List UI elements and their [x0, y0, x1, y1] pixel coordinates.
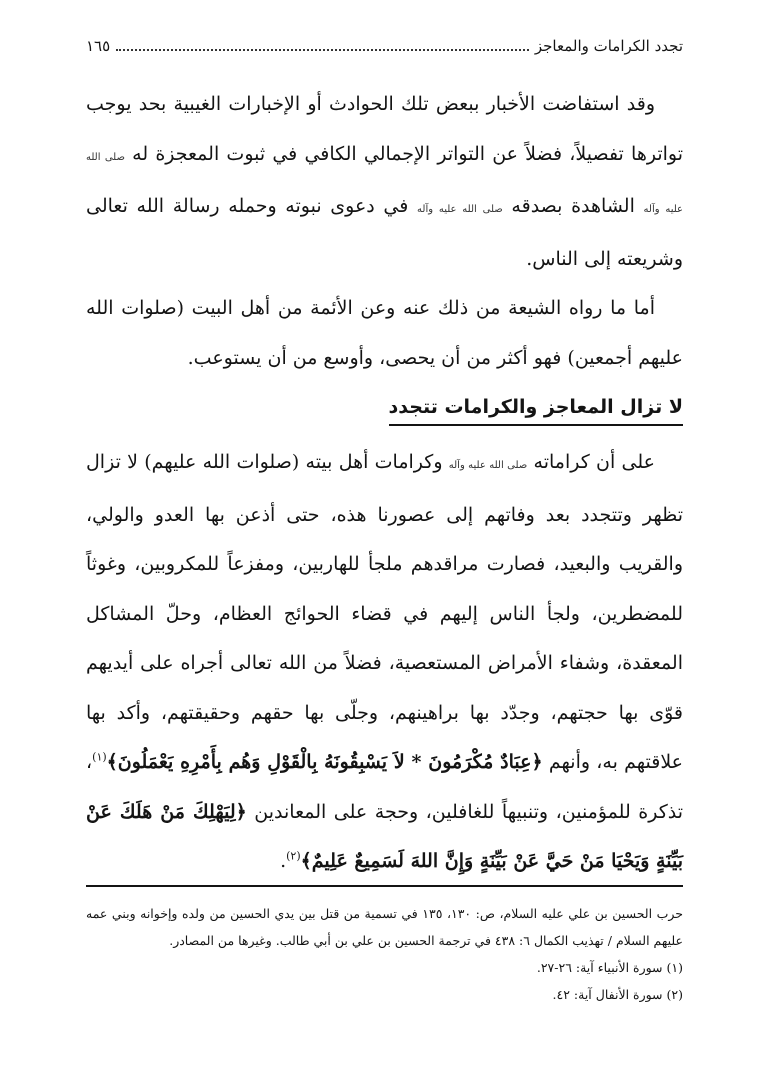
paragraph-3-mid: ، تذكرة للمؤمنين، وتنبيهاً للغافلين، وحجة على المعاندين — [86, 751, 683, 823]
running-head — [86, 30, 683, 56]
paragraph-1-mid: الشاهدة بصدقه — [511, 195, 635, 217]
main-text — [86, 80, 683, 887]
running-head-title: تجدد الكرامات والمعاجز — [534, 37, 683, 55]
salawat-glyph: صلى الله عليه وآله — [417, 204, 503, 215]
paragraph-3-text: وكرامات أهل بيته (صلوات الله عليهم) لا تزال تظهر وتتجدد بعد وفاتهم إلى عصورنا هذه، حتى أذعن بها العدو والولي، والقريب والبعيد، فصارت مراقدهم ملجأ للهاربين، ومفزعاً للمكروبين، وغوثاً للمضطرين، ولجأ الناس إليهم في قضاء الحوائج العظام، وحلّ المشاكل المعقدة، وشفاء الأمراض المستعصية، فضلاً من الله تعالى أجراه على أيديهم قوّى بها حجتهم، وجدّد بها براهينهم، وجلّى بها حقهم وحقيقتهم، وأكد بها علاقتهم به، وأنهم — [86, 451, 683, 773]
footnote-divider — [86, 885, 683, 887]
footnote-1: (١) سورة الأنبياء آية: ٢٦-٢٧. — [536, 960, 683, 975]
footnote-2: (٢) سورة الأنفال آية: ٤٢. — [552, 987, 683, 1002]
salawat-glyph: صلى الله عليه وآله — [448, 460, 528, 471]
paragraph-1-end: في دعوى نبوته وحمله رسالة الله تعالى وشريعته إلى الناس. — [86, 195, 683, 270]
paragraph-1 — [86, 80, 683, 284]
footnote-ref-2[interactable]: (٢) — [286, 849, 301, 863]
quran-verse-2: ﴿لِيَهْلِكَ مَنْ هَلَكَ عَنْ بَيِّنَةٍ وَيَحْيَا مَنْ حَيَّ عَنْ بَيِّنَةٍ وَإِنَّ اللهَ لَسَمِيعٌ عَلِيمٌ﴾ — [86, 800, 683, 872]
footnote-continuation: حرب الحسين بن علي عليه السلام، ص: ١٣٠، ١٣٥ في تسمية من قتل بين يدي الحسين من ولده وإخوانه وبني عمه عليهم السلام / تهذيب الكمال ٦: ٤٣٨ في ترجمة الحسين بن علي بن أبي طالب. وغيرها من المصادر. — [86, 906, 683, 948]
section-heading: لا تزال المعاجز والكرامات تتجدد — [389, 392, 683, 426]
footnote-ref-1[interactable]: (١) — [92, 750, 107, 764]
footnotes — [86, 900, 683, 1008]
paragraph-3-end: . — [280, 850, 287, 872]
paragraph-1-text: وقد استفاضت الأخبار ببعض تلك الحوادث أو الإخبارات الغيبية بحد يوجب تواترها تفصيلاً، فضلاً عن التواتر الإجمالي الكافي في ثبوت المعجزة له — [86, 93, 683, 165]
paragraph-2: أما ما رواه الشيعة من ذلك عنه وعن الأئمة من أهل البيت (صلوات الله عليهم أجمعين) فهو أكثر من أن يحصى، وأوسع من أن يستوعب. — [86, 297, 683, 369]
page-number: ١٦٥ — [86, 37, 111, 55]
quran-verse-1: ﴿عِبَادٌ مُكْرَمُونَ * لاَ يَسْبِقُونَهُ بِالْقَوْلِ وَهُم بِأَمْرِهِ يَعْمَلُونَ﴾ — [106, 751, 543, 773]
running-head-dots — [116, 49, 529, 51]
salawat-glyph: صلى الله عليه وآله — [86, 151, 684, 215]
paragraph-3-start: على أن كراماته — [533, 451, 655, 473]
paragraph-3 — [86, 438, 683, 887]
